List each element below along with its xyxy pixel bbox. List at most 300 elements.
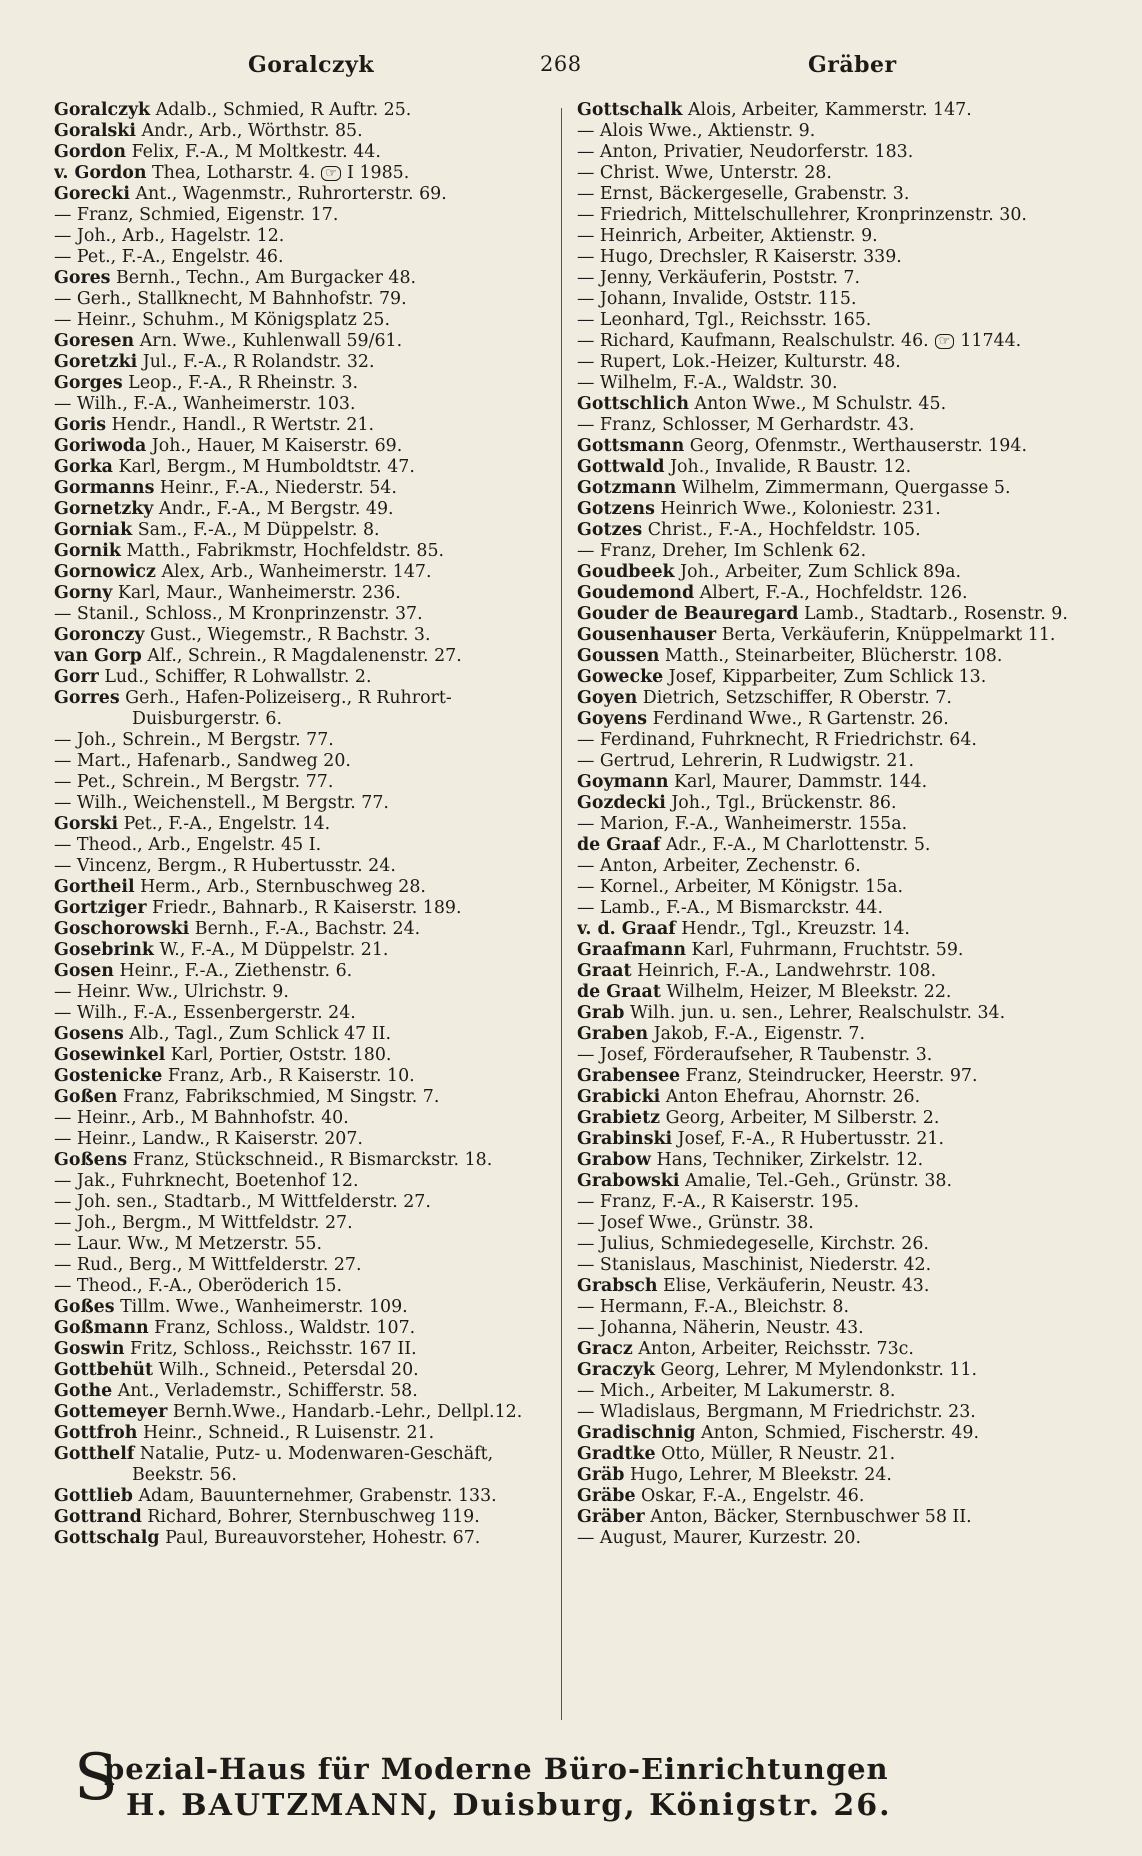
entry-surname: Goretzki bbox=[54, 352, 138, 372]
directory-entry bbox=[54, 898, 596, 919]
directory-entry bbox=[54, 877, 596, 898]
entry-surname: Gräbe bbox=[577, 1486, 636, 1506]
directory-entry bbox=[577, 898, 1125, 919]
directory-entry bbox=[577, 772, 1125, 793]
entry-details: Georg, Arbeiter, M Silberstr. 2. bbox=[665, 1108, 940, 1128]
entry-details: Bernh.Wwe., Handarb.-Lehr., Dellpl.12. bbox=[172, 1402, 523, 1422]
entry-details: — Ernst, Bäckergeselle, Grabenstr. 3. bbox=[577, 184, 910, 204]
directory-entry bbox=[577, 1087, 1125, 1108]
entry-details: Gust., Wiegemstr., R Bachstr. 3. bbox=[149, 625, 431, 645]
entry-details: Karl, Bergm., M Humboldtstr. 47. bbox=[118, 457, 415, 477]
directory-entry bbox=[54, 961, 596, 982]
entry-details: Karl, Portier, Oststr. 180. bbox=[170, 1045, 392, 1065]
entry-surname: Gottfroh bbox=[54, 1423, 138, 1443]
directory-entry bbox=[577, 1234, 1125, 1255]
entry-surname: Gouder de Beauregard bbox=[577, 604, 799, 624]
directory-entry bbox=[577, 1171, 1125, 1192]
entry-surname: Gottwald bbox=[577, 457, 665, 477]
entry-details: Josef, F.-A., R Hubertusstr. 21. bbox=[677, 1129, 944, 1149]
entry-details: Adalb., Schmied, R Auftr. 25. bbox=[155, 100, 412, 120]
entry-surname: Gottschalk bbox=[577, 100, 683, 120]
directory-entry bbox=[577, 457, 1125, 478]
directory-entry bbox=[54, 940, 596, 961]
directory-entry bbox=[577, 142, 1125, 163]
entry-details: — Josef Wwe., Grünstr. 38. bbox=[577, 1213, 814, 1233]
entry-surname: Gores bbox=[54, 268, 111, 288]
directory-entry bbox=[577, 646, 1125, 667]
entry-surname: Gorka bbox=[54, 457, 113, 477]
directory-entry bbox=[577, 877, 1125, 898]
entry-details: — Theod., F.-A., Oberöderich 15. bbox=[54, 1276, 342, 1296]
entry-details: — August, Maurer, Kurzestr. 20. bbox=[577, 1528, 862, 1548]
entry-details: — Gertrud, Lehrerin, R Ludwigstr. 21. bbox=[577, 751, 914, 771]
directory-entry bbox=[54, 793, 596, 814]
entry-details: — Richard, Kaufmann, Realschulstr. 46. bbox=[577, 331, 929, 351]
directory-entry bbox=[54, 499, 596, 520]
directory-entry bbox=[577, 1528, 1125, 1549]
entry-details: — Friedrich, Mittelschullehrer, Kronprinzenstr. 30. bbox=[577, 205, 1027, 225]
entry-details: Anton, Arbeiter, Reichsstr. 73c. bbox=[638, 1339, 914, 1359]
entry-details: Ferdinand Wwe., R Gartenstr. 26. bbox=[652, 709, 949, 729]
directory-entry bbox=[54, 730, 596, 751]
directory-entry bbox=[54, 121, 596, 142]
entry-details: Anton Ehefrau, Ahornstr. 26. bbox=[665, 1087, 921, 1107]
entry-details: Pet., F.-A., Engelstr. 14. bbox=[123, 814, 331, 834]
entry-details: — Franz, F.-A., R Kaiserstr. 195. bbox=[577, 1192, 860, 1212]
entry-surname: Grab bbox=[577, 1003, 625, 1023]
entry-details: Joh., Hauer, M Kaiserstr. 69. bbox=[151, 436, 403, 456]
directory-entry bbox=[577, 1339, 1125, 1360]
directory-entry bbox=[54, 1318, 596, 1339]
entry-surname: Gosewinkel bbox=[54, 1045, 166, 1065]
directory-entry bbox=[54, 1066, 596, 1087]
entry-surname: Gräber bbox=[577, 1507, 645, 1527]
entry-surname: Goßmann bbox=[54, 1318, 149, 1338]
directory-entry bbox=[54, 982, 596, 1003]
directory-entry bbox=[54, 919, 596, 940]
entry-details: Bernh., F.-A., Bachstr. 24. bbox=[194, 919, 421, 939]
entry-surname: Gosen bbox=[54, 961, 114, 981]
entry-details: — Pet., Schrein., M Bergstr. 77. bbox=[54, 772, 334, 792]
entry-surname: Gotzmann bbox=[577, 478, 677, 498]
directory-entry bbox=[54, 1402, 596, 1423]
entry-details: — Anton, Arbeiter, Zechenstr. 6. bbox=[577, 856, 861, 876]
directory-entry bbox=[577, 1213, 1125, 1234]
entry-phone: 11744. bbox=[960, 331, 1022, 351]
directory-entry bbox=[577, 184, 1125, 205]
entry-surname: de Graaf bbox=[577, 835, 661, 855]
entry-details: — Gerh., Stallknecht, M Bahnhofstr. 79. bbox=[54, 289, 407, 309]
entry-details: Karl, Maurer, Dammstr. 144. bbox=[674, 772, 928, 792]
entry-details: Franz, Arb., R Kaiserstr. 10. bbox=[167, 1066, 415, 1086]
entry-details: Thea, Lotharstr. 4. bbox=[152, 163, 316, 183]
page-number: 268 bbox=[540, 52, 582, 76]
entry-details: — Heinr. Ww., Ulrichstr. 9. bbox=[54, 982, 289, 1002]
right-column bbox=[577, 100, 1125, 1549]
entry-details: Jul., F.-A., R Rolandstr. 32. bbox=[142, 352, 375, 372]
entry-details: — Joh., Arb., Hagelstr. 12. bbox=[54, 226, 285, 246]
advertisement bbox=[74, 1741, 1084, 1823]
directory-entry bbox=[54, 226, 596, 247]
entry-details: Lamb., Stadtarb., Rosenstr. 9. bbox=[804, 604, 1068, 624]
directory-entry bbox=[577, 961, 1125, 982]
entry-details: Friedr., Bahnarb., R Kaiserstr. 189. bbox=[152, 898, 462, 918]
entry-surname: Goris bbox=[54, 415, 107, 435]
directory-entry bbox=[54, 247, 596, 268]
entry-surname: Gorski bbox=[54, 814, 119, 834]
entry-details: — Alois Wwe., Aktienstr. 9. bbox=[577, 121, 816, 141]
entry-details: Wilhelm, Zimmermann, Quergasse 5. bbox=[681, 478, 1011, 498]
entry-details: — Franz, Dreher, Im Schlenk 62. bbox=[577, 541, 867, 561]
directory-entry bbox=[54, 1003, 596, 1024]
entry-surname: Gottrand bbox=[54, 1507, 142, 1527]
entry-surname: Gorniak bbox=[54, 520, 133, 540]
entry-surname: Grabinski bbox=[577, 1129, 673, 1149]
telephone-hand-icon: ☞ bbox=[321, 166, 341, 181]
entry-details: Karl, Maur., Wanheimerstr. 236. bbox=[117, 583, 401, 603]
directory-entry bbox=[54, 352, 596, 373]
directory-entry bbox=[577, 415, 1125, 436]
directory-entry bbox=[54, 457, 596, 478]
entry-surname: Graben bbox=[577, 1024, 649, 1044]
entry-details: — Heinr., Arb., M Bahnhofstr. 40. bbox=[54, 1108, 349, 1128]
entry-surname: Goronczy bbox=[54, 625, 145, 645]
entry-details: Ant., Verlademstr., Schifferstr. 58. bbox=[117, 1381, 418, 1401]
entry-details: Richard, Bohrer, Sternbuschweg 119. bbox=[147, 1507, 480, 1527]
entry-details: Georg, Lehrer, M Mylendonkstr. 11. bbox=[660, 1360, 978, 1380]
entry-details: Franz, Schloss., Waldstr. 107. bbox=[154, 1318, 416, 1338]
directory-entry bbox=[54, 751, 596, 772]
entry-surname: van Gorp bbox=[54, 646, 142, 666]
entry-surname: Gottsmann bbox=[577, 436, 685, 456]
entry-details: — Joh., Bergm., M Wittfeldstr. 27. bbox=[54, 1213, 353, 1233]
directory-entry bbox=[577, 1129, 1125, 1150]
directory-entry bbox=[54, 331, 596, 352]
entry-details: — Laur. Ww., M Metzerstr. 55. bbox=[54, 1234, 322, 1254]
directory-entry bbox=[577, 1150, 1125, 1171]
entry-surname: v. Gordon bbox=[54, 163, 147, 183]
directory-entry bbox=[577, 940, 1125, 961]
directory-entry bbox=[54, 1297, 596, 1318]
directory-entry bbox=[54, 625, 596, 646]
directory-entry bbox=[54, 394, 596, 415]
entry-surname: Gornetzky bbox=[54, 499, 154, 519]
entry-surname: Graat bbox=[577, 961, 632, 981]
entry-details: Leop., F.-A., R Rheinstr. 3. bbox=[128, 373, 359, 393]
entry-details: Alf., Schrein., R Magdalenenstr. 27. bbox=[147, 646, 462, 666]
directory-entry bbox=[577, 1192, 1125, 1213]
directory-entry bbox=[54, 646, 596, 667]
entry-surname: Goralczyk bbox=[54, 100, 151, 120]
entry-surname: Goriwoda bbox=[54, 436, 147, 456]
entry-surname: Gottemeyer bbox=[54, 1402, 168, 1422]
entry-surname: Goßens bbox=[54, 1150, 128, 1170]
directory-entry bbox=[577, 100, 1125, 121]
entry-details: Duisburgerstr. 6. bbox=[132, 709, 282, 729]
directory-entry bbox=[577, 1276, 1125, 1297]
entry-details: Fritz, Schloss., Reichsstr. 167 II. bbox=[130, 1339, 417, 1359]
entry-surname: Goudbeek bbox=[577, 562, 675, 582]
entry-details: — Joh., Schrein., M Bergstr. 77. bbox=[54, 730, 334, 750]
entry-surname: Gottschalg bbox=[54, 1528, 160, 1548]
entry-details: Jakob, F.-A., Eigenstr. 7. bbox=[653, 1024, 865, 1044]
directory-entry bbox=[577, 1297, 1125, 1318]
entry-surname: Gorny bbox=[54, 583, 113, 603]
directory-entry bbox=[577, 625, 1125, 646]
entry-surname: Gorges bbox=[54, 373, 123, 393]
entry-details: — Ferdinand, Fuhrknecht, R Friedrichstr. 64. bbox=[577, 730, 977, 750]
directory-entry bbox=[54, 814, 596, 835]
directory-entry bbox=[54, 1150, 596, 1171]
directory-entry bbox=[54, 1465, 596, 1486]
entry-details: — Jak., Fuhrknecht, Boetenhof 12. bbox=[54, 1171, 359, 1191]
entry-details: — Wladislaus, Bergmann, M Friedrichstr. 23. bbox=[577, 1402, 976, 1422]
entry-surname: Gortziger bbox=[54, 898, 147, 918]
directory-entry bbox=[577, 1255, 1125, 1276]
directory-entry bbox=[54, 1045, 596, 1066]
column-divider bbox=[561, 108, 562, 1720]
entry-details: Anton Wwe., M Schulstr. 45. bbox=[694, 394, 947, 414]
entry-details: — Theod., Arb., Engelstr. 45 I. bbox=[54, 835, 322, 855]
directory-entry bbox=[577, 1360, 1125, 1381]
entry-surname: Goßes bbox=[54, 1297, 115, 1317]
telephone-hand-icon: ☞ bbox=[935, 334, 955, 349]
entry-details: Joh., Invalide, R Baustr. 12. bbox=[670, 457, 912, 477]
directory-entry bbox=[577, 982, 1125, 1003]
directory-entry bbox=[577, 394, 1125, 415]
directory-entry bbox=[54, 667, 596, 688]
directory-entry bbox=[577, 541, 1125, 562]
directory-entry bbox=[577, 667, 1125, 688]
entry-surname: Gracz bbox=[577, 1339, 633, 1359]
entry-details: Sam., F.-A., M Düppelstr. 8. bbox=[137, 520, 380, 540]
directory-entry bbox=[577, 856, 1125, 877]
entry-details: Paul, Bureauvorsteher, Hohestr. 67. bbox=[165, 1528, 481, 1548]
directory-entry bbox=[54, 415, 596, 436]
entry-surname: Gradtke bbox=[577, 1444, 656, 1464]
entry-details: — Lamb., F.-A., M Bismarckstr. 44. bbox=[577, 898, 884, 918]
entry-details: — Hermann, F.-A., Bleichstr. 8. bbox=[577, 1297, 850, 1317]
directory-entry bbox=[54, 583, 596, 604]
directory-entry bbox=[577, 478, 1125, 499]
directory-entry bbox=[54, 142, 596, 163]
entry-details: Franz, Stückschneid., R Bismarckstr. 18. bbox=[132, 1150, 493, 1170]
entry-surname: Gotthelf bbox=[54, 1444, 135, 1464]
entry-surname: Gothe bbox=[54, 1381, 113, 1401]
entry-surname: Goudemond bbox=[577, 583, 695, 603]
entry-details: — Franz, Schlosser, M Gerhardstr. 43. bbox=[577, 415, 915, 435]
entry-surname: Gottbehüt bbox=[54, 1360, 154, 1380]
directory-entry bbox=[577, 373, 1125, 394]
ad-line-2: H. BAUTZMANN, Duisburg, Königstr. 26. bbox=[126, 1788, 892, 1823]
directory-entry bbox=[577, 268, 1125, 289]
entry-details: Matth., Steinarbeiter, Blücherstr. 108. bbox=[664, 646, 1003, 666]
entry-details: Oskar, F.-A., Engelstr. 46. bbox=[641, 1486, 865, 1506]
directory-entry bbox=[577, 205, 1125, 226]
entry-surname: Gousenhauser bbox=[577, 625, 717, 645]
directory-entry bbox=[577, 814, 1125, 835]
directory-entry bbox=[577, 751, 1125, 772]
directory-entry bbox=[577, 835, 1125, 856]
directory-entry bbox=[54, 1276, 596, 1297]
directory-entry bbox=[577, 310, 1125, 331]
entry-surname: Gornik bbox=[54, 541, 121, 561]
entry-details: Bernh., Techn., Am Burgacker 48. bbox=[116, 268, 417, 288]
entry-details: — Wilh., Weichenstell., M Bergstr. 77. bbox=[54, 793, 389, 813]
entry-details: — Mich., Arbeiter, M Lakumerstr. 8. bbox=[577, 1381, 896, 1401]
directory-entry bbox=[54, 1423, 596, 1444]
entry-details: Dietrich, Setzschiffer, R Oberstr. 7. bbox=[642, 688, 952, 708]
entry-details: — Heinr., Schuhm., M Königsplatz 25. bbox=[54, 310, 390, 330]
entry-surname: Grabsch bbox=[577, 1276, 658, 1296]
entry-surname: v. d. Graaf bbox=[577, 919, 676, 939]
entry-details: Amalie, Tel.-Geh., Grünstr. 38. bbox=[685, 1171, 952, 1191]
directory-entry bbox=[577, 1423, 1125, 1444]
directory-entry bbox=[54, 1339, 596, 1360]
directory-entry bbox=[54, 1507, 596, 1528]
entry-details: Anton, Bäcker, Sternbuschwer 58 II. bbox=[650, 1507, 972, 1527]
entry-surname: Grabow bbox=[577, 1150, 652, 1170]
entry-phone: I 1985. bbox=[347, 163, 410, 183]
directory-entry bbox=[577, 730, 1125, 751]
entry-details: — Marion, F.-A., Wanheimerstr. 155a. bbox=[577, 814, 908, 834]
entry-surname: Goresen bbox=[54, 331, 135, 351]
directory-entry bbox=[54, 1360, 596, 1381]
entry-surname: Grabensee bbox=[577, 1066, 681, 1086]
directory-entry bbox=[577, 1045, 1125, 1066]
entry-details: — Johann, Invalide, Oststr. 115. bbox=[577, 289, 857, 309]
directory-entry bbox=[54, 1024, 596, 1045]
entry-details: Elise, Verkäuferin, Neustr. 43. bbox=[663, 1276, 930, 1296]
entry-surname: Gostenicke bbox=[54, 1066, 163, 1086]
directory-entry bbox=[577, 226, 1125, 247]
entry-surname: Goralski bbox=[54, 121, 136, 141]
directory-entry bbox=[54, 1171, 596, 1192]
directory-entry bbox=[54, 856, 596, 877]
entry-details: — Julius, Schmiedegeselle, Kirchstr. 26. bbox=[577, 1234, 929, 1254]
directory-entry bbox=[577, 1024, 1125, 1045]
directory-entry bbox=[54, 100, 596, 121]
entry-surname: Gotzens bbox=[577, 499, 655, 519]
entry-details: — Franz, Schmied, Eigenstr. 17. bbox=[54, 205, 339, 225]
directory-entry bbox=[54, 1087, 596, 1108]
directory-entry bbox=[577, 121, 1125, 142]
entry-details: Adam, Bauunternehmer, Grabenstr. 133. bbox=[138, 1486, 497, 1506]
directory-entry bbox=[54, 1129, 596, 1150]
entry-details: Heinr., F.-A., Niederstr. 54. bbox=[159, 478, 397, 498]
entry-details: Natalie, Putz- u. Modenwaren-Geschäft, bbox=[139, 1444, 494, 1464]
entry-details: Franz, Steindrucker, Heerstr. 97. bbox=[685, 1066, 978, 1086]
directory-entry bbox=[54, 268, 596, 289]
directory-entry bbox=[54, 205, 596, 226]
directory-entry bbox=[54, 1444, 596, 1465]
directory-entry bbox=[54, 373, 596, 394]
entry-details: Herm., Arb., Sternbuschweg 28. bbox=[140, 877, 426, 897]
entry-surname: Goschorowski bbox=[54, 919, 190, 939]
directory-entry bbox=[54, 835, 596, 856]
entry-details: Josef, Kipparbeiter, Zum Schlick 13. bbox=[668, 667, 987, 687]
entry-details: — Johanna, Näherin, Neustr. 43. bbox=[577, 1318, 864, 1338]
directory-entry bbox=[54, 1108, 596, 1129]
entry-details: Karl, Fuhrmann, Fruchtstr. 59. bbox=[691, 940, 964, 960]
directory-entry bbox=[54, 541, 596, 562]
entry-details: Heinrich Wwe., Koloniestr. 231. bbox=[660, 499, 941, 519]
entry-details: Otto, Müller, R Neustr. 21. bbox=[661, 1444, 896, 1464]
page-header bbox=[0, 52, 1142, 86]
entry-surname: Gräb bbox=[577, 1465, 625, 1485]
directory-entry bbox=[577, 247, 1125, 268]
entry-details: Hendr., Tgl., Kreuzstr. 14. bbox=[681, 919, 910, 939]
entry-surname: Goswin bbox=[54, 1339, 125, 1359]
entry-details: — Stanislaus, Maschinist, Niederstr. 42. bbox=[577, 1255, 932, 1275]
header-left-keyword: Goralczyk bbox=[248, 52, 375, 78]
entry-surname: Gottschlich bbox=[577, 394, 689, 414]
directory-entry bbox=[54, 310, 596, 331]
directory-entry bbox=[577, 520, 1125, 541]
entry-details: — Heinr., Landw., R Kaiserstr. 207. bbox=[54, 1129, 363, 1149]
ad-line-1: pezial-Haus für Moderne Büro-Einrichtungen bbox=[104, 1752, 889, 1786]
directory-entry bbox=[577, 1465, 1125, 1486]
entry-surname: Gottlieb bbox=[54, 1486, 133, 1506]
directory-entry bbox=[577, 331, 1125, 352]
entry-surname: Gosens bbox=[54, 1024, 124, 1044]
directory-entry bbox=[577, 1318, 1125, 1339]
directory-entry bbox=[54, 1486, 596, 1507]
entry-details: — Pet., F.-A., Engelstr. 46. bbox=[54, 247, 284, 267]
directory-entry bbox=[54, 1192, 596, 1213]
entry-details: Heinr., F.-A., Ziethenstr. 6. bbox=[119, 961, 353, 981]
entry-details: — Rud., Berg., M Wittfelderstr. 27. bbox=[54, 1255, 362, 1275]
entry-surname: Gozdecki bbox=[577, 793, 666, 813]
entry-surname: Gornowicz bbox=[54, 562, 156, 582]
entry-surname: Goßen bbox=[54, 1087, 118, 1107]
directory-entry bbox=[54, 520, 596, 541]
entry-details: — Joh. sen., Stadtarb., M Wittfelderstr. 27. bbox=[54, 1192, 431, 1212]
directory-entry bbox=[54, 478, 596, 499]
entry-details: Lud., Schiffer, R Lohwallstr. 2. bbox=[104, 667, 372, 687]
entry-details: Albert, F.-A., Hochfeldstr. 126. bbox=[699, 583, 968, 603]
entry-surname: Gortheil bbox=[54, 877, 135, 897]
entry-surname: Grabicki bbox=[577, 1087, 661, 1107]
entry-surname: Goussen bbox=[577, 646, 660, 666]
entry-surname: Gosebrink bbox=[54, 940, 154, 960]
entry-details: Alb., Tagl., Zum Schlick 47 II. bbox=[129, 1024, 392, 1044]
directory-entry bbox=[577, 919, 1125, 940]
entry-details: Wilh., Schneid., Petersdal 20. bbox=[158, 1360, 419, 1380]
directory-entry bbox=[54, 1213, 596, 1234]
entry-details: Gerh., Hafen-Polizeiserg., R Ruhrort- bbox=[125, 688, 452, 708]
entry-details: Joh., Arbeiter, Zum Schlick 89a. bbox=[680, 562, 962, 582]
directory-entry bbox=[54, 289, 596, 310]
entry-surname: Gormanns bbox=[54, 478, 155, 498]
entry-surname: Gowecke bbox=[577, 667, 664, 687]
entry-details: Ant., Wagenmstr., Ruhrorterstr. 69. bbox=[135, 184, 447, 204]
directory-entry bbox=[577, 289, 1125, 310]
entry-details: Alex, Arb., Wanheimerstr. 147. bbox=[161, 562, 432, 582]
entry-details: Adr., F.-A., M Charlottenstr. 5. bbox=[665, 835, 931, 855]
directory-entry bbox=[577, 562, 1125, 583]
directory-entry bbox=[577, 688, 1125, 709]
entry-surname: Goymann bbox=[577, 772, 669, 792]
left-column bbox=[54, 100, 596, 1549]
entry-details: Joh., Tgl., Brückenstr. 86. bbox=[671, 793, 897, 813]
entry-details: Beekstr. 56. bbox=[132, 1465, 237, 1485]
directory-entry bbox=[54, 709, 596, 730]
entry-details: Arn. Wwe., Kuhlenwall 59/61. bbox=[139, 331, 403, 351]
entry-details: Heinrich, F.-A., Landwehrstr. 108. bbox=[637, 961, 937, 981]
entry-details: — Mart., Hafenarb., Sandweg 20. bbox=[54, 751, 351, 771]
entry-surname: Gorr bbox=[54, 667, 99, 687]
